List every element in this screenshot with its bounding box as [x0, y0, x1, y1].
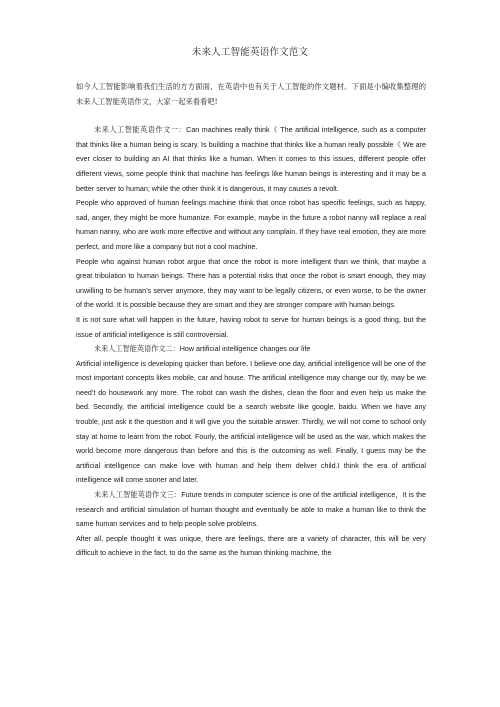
- document-body: [76, 80, 426, 561]
- page-title: 未来人工智能英语作文范文: [191, 47, 309, 58]
- essay3-paragraph-1: [76, 488, 426, 532]
- essay1-paragraph-2: People who approved of human feelings machine think that once robot has specific feelings, such as happy, sad, anger, they might be more humanize. For example, maybe in the future a robot nanny will replace a real human nanny, who are work more effective and without any complain. If they have real emotion, they are more perfect, and more like a company but not a cool machine.: [76, 199, 426, 251]
- essay2-heading: 未来人工智能英语作文二：: [94, 344, 180, 354]
- essay1-text-1: Can machines really think《 The artificial intelligence, such as a computer that thinks like a human being is scary. Is building a machine that thinks like a human really possible《 We are ever closer to building an AI that thinks like a human. When it comes to this issues, different people offer different views, some people think that machine has feelings like human beings is interesting and it may be a better server to human; while the other think it is dangerous, it may causes a revolt.: [76, 126, 426, 193]
- essay1-paragraph-1: [76, 123, 426, 196]
- essay2-paragraph-1: Artificial intelligence is developing quicker than before. I believe one day, artificial intelligence will be one of the most important concepts likes mobile, car and house. The artificial intelligence may change our tly, may be we need’t do housework any more. The robot can wash the dishes, clean the floor and even help us make the bed. Secondly, the artificial intelligence could be a search website like google, baidu. When we have any trouble, just ask it the question and it will give you the suitable answer. Thirdly, we will not come to school only stay at home to learn from the robot. Fourly, the artificial intelligence will be used as the war, which makes the world become more dangerous than before and this is the outcoming as well. Finally, I guess may be the artificial intelligence can make love with human and help them deliver child.I think the era of artificial intelligence will come sooner and later.: [76, 359, 426, 485]
- essay2-heading-line: [76, 342, 426, 357]
- essay1-heading: 未来人工智能英语作文一：: [94, 125, 187, 135]
- intro-paragraph: 如今人工智能影响着我们生活的方方面面，在英语中也有关于人工智能的作文题材。下面是小编收集整理的未来人工智能英语作文，大家一起来看看吧!: [76, 82, 426, 106]
- essay1-paragraph-3: People who against human robot argue that once the robot is more intelligent than we think, that maybe a great tribulation to human beings. There has a potential risks that once the robot is smart enough, they may unwilling to be human’s server anymore, they may want to be legally citizens, or even worse, to be the owner of the world. It is possible because they are smart and they are stronger compare with human beings.: [76, 257, 426, 310]
- essay3-paragraph-2: After all, people thought it was unique, there are feelings, there are a variety of character, this will be very difficult to achieve in the fact, to do the same as the human thinking machine, the: [76, 534, 426, 558]
- essay3-text-1: Future trends in computer science is one of the artificial intelligence，It is the research and artificial simulation of human thought and eventually be able to make a human like to think the same human services and to help people solve problems.: [76, 491, 426, 529]
- essay3-heading: 未来人工智能英语作文三：: [94, 490, 182, 500]
- essay2-subtitle: How artificial intelligence changes our life: [179, 345, 311, 354]
- essay1-paragraph-4: It is not sure what will happen in the future, having robot to serve for human beings is a good thing, but the issue of artificial intelligence is still controversial.: [76, 315, 426, 339]
